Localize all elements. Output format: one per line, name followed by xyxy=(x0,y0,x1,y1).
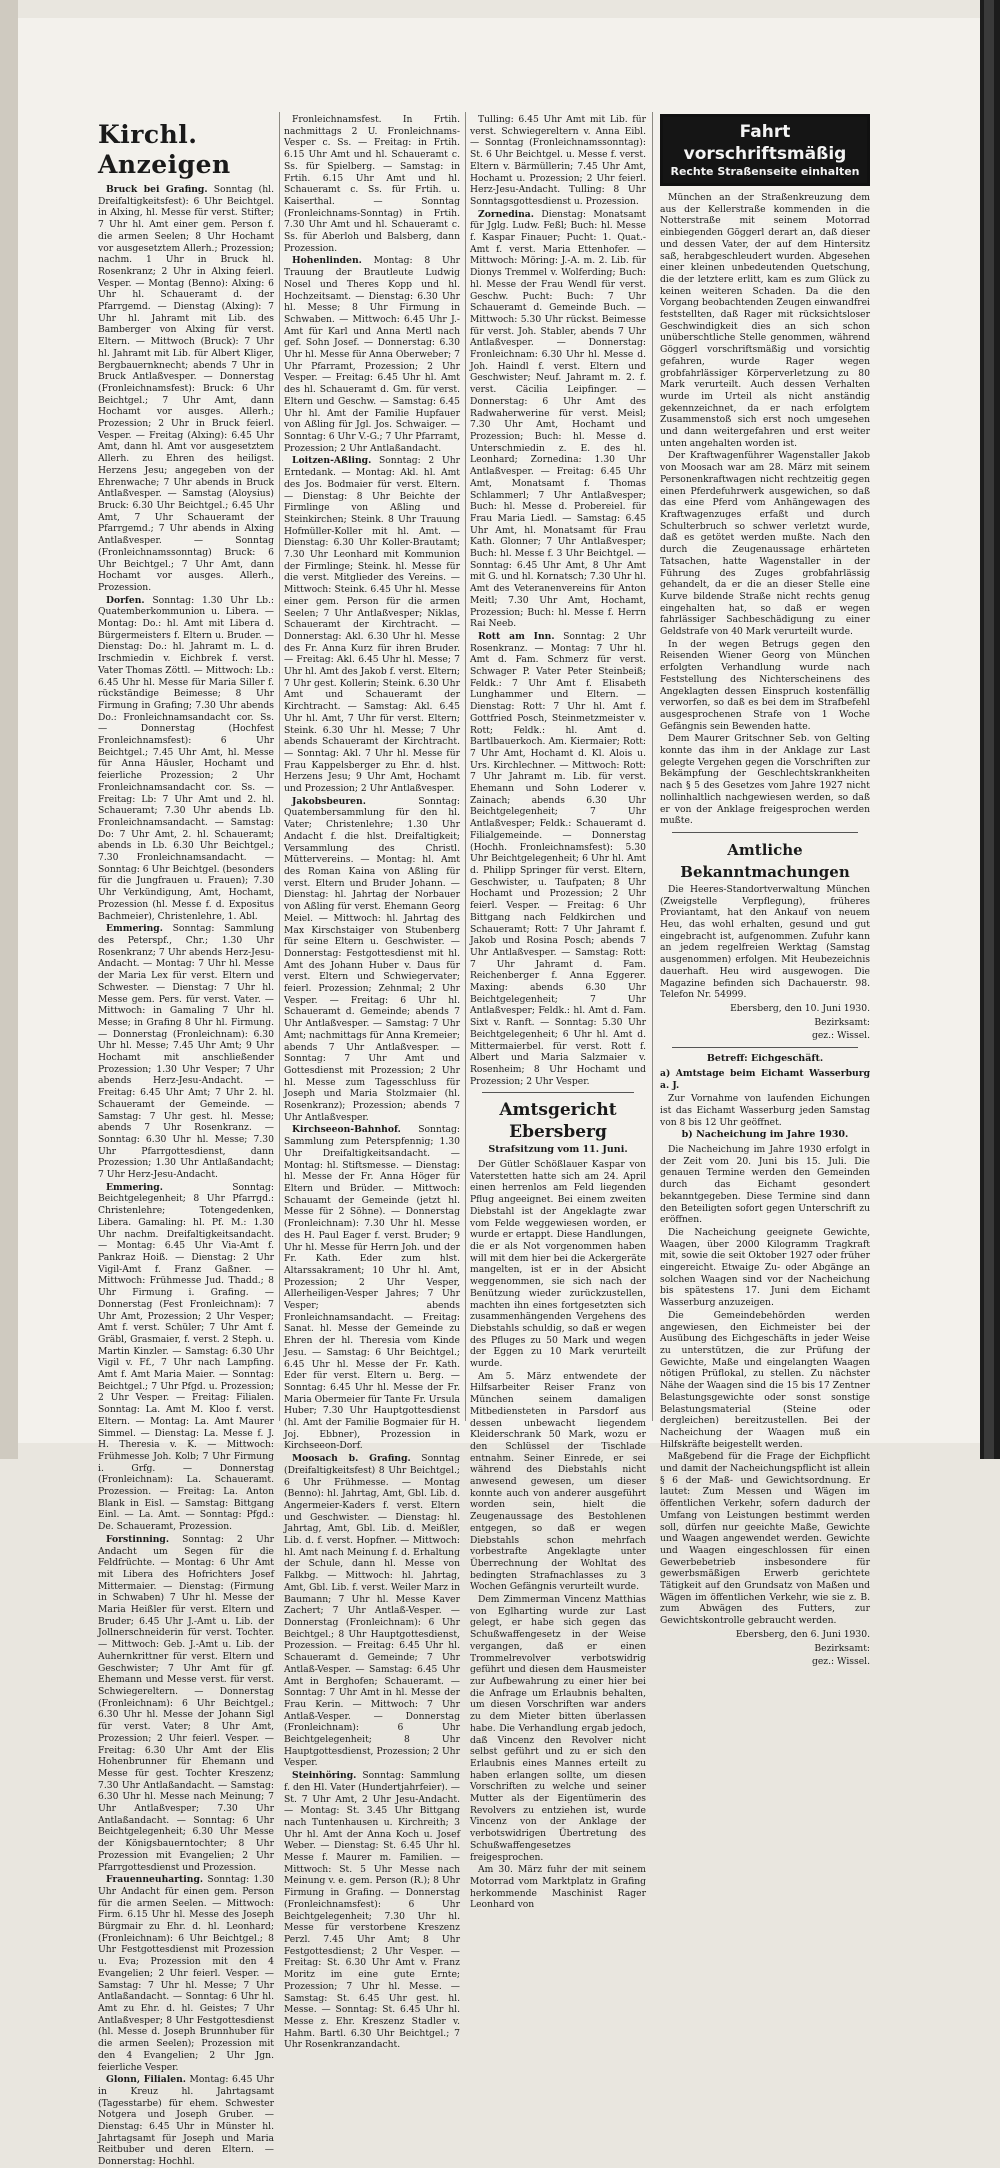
section-heading-church-notices: Kirchl. Anzeigen xyxy=(98,120,231,179)
calibration-date: Ebersberg, den 6. Juni 1930. xyxy=(735,1628,870,1640)
notice-text: Sonntag: Sammlung f. den Hl. Vater (Hundertjahrfeier). — St. 7 Uhr Amt, 2 Uhr Jesu-Andacht. — Montag: St. 3.45 Uhr Bittgang nach Tuntenhausen u. Kirchreith; 3 Uhr hl. Amt der Anna Koch u. Josef Weber. — Dienstag: St. 6.45 Uhr hl. Messe f. Maurer m. Familien. — Mittwoch: St. 5 Uhr Messe nach Meinung v. e. gem. Person (R.); 8 Uhr Firmung in Grafing. — Donnerstag (Fronleichnamsfest): 6 Uhr Beichtgelegenheit; 7.30 Uhr hl. Messe für verstorbene Kreszenz Perzl. 7.45 Uhr Amt; 8 Uhr Festgottesdienst; 2 Uhr Vesper. — Freitag: St. 6.30 Uhr Amt v. Franz Moritz im eine gute Ernte; Prozession; 7 Uhr hl. Messe. — Samstag: St. 6.45 Uhr gest. hl. Messe. — Sonntag: St. 6.45 Uhr hl. Messe z. Ehr. Kreszenz Stadler v. Hahm. Bartl. 6.30 Uhr Beichtgel.; 7 Uhr Rosenkranzandacht. xyxy=(284,1770,460,2051)
parish-name: Emmering. xyxy=(106,923,163,935)
church-notice-list xyxy=(284,114,460,2051)
parish-name: Frauenneuharting. xyxy=(106,1874,204,1886)
church-notice xyxy=(98,184,274,594)
advert-line-2: Rechte Straßenseite einhalten xyxy=(670,165,860,178)
calibration-paragraph: Maßgebend für die Frage der Eichpflicht und damit der Nacheichungspflicht ist allein § 6 der Maß- und Gewichtsordnung. Er lautet: Zum Messen und Wägen im öffentlichen Verkehr, sofern dadurch der Umfang von Leistungen bestimmt werden soll, dürfen nur geeichte Maße, Gewichte und Waagen angewendet werden. Gewichte und Waagen eingeschlossen für einen Gewerbebetrieb insbesondere für gewerbsmäßigen Erwerb gerichtete Tätigkeit auf den Grundsatz von Maßen und Wägen im öffentlichen Verkehr, wie sie z. B. zum Abwägen des Futters, zur Gewichtskontrolle gebraucht werden. xyxy=(660,1451,870,1627)
notice-text: Sonntag: Sammlung zum Peterspfennig; 1.30 Uhr Dreifaltigkeitsandacht. — Montag: hl. Stiftsmesse. — Dienstag: hl. Messe der Fr. Anna Höger für Eltern und Brüder. — Mittwoch: Schauamt der Gemeinde (jetzt hl. Messe für 2 Söhne). — Donnerstag (Fronleichnam): 7.30 Uhr hl. Messe des H. Paul Eager f. verst. Bruder; 9 Uhr hl. Messe für Herrn Joh. und der Fr. Kath. Eder zum hlst. Altarssakrament; 10 Uhr hl. Amt, Prozession; 2 Uhr Vesper, Allerheiligen-Vesper Jahres; 7 Uhr Vesper; abends Fronleichnamsandacht. — Freitag: Sanat. hl. Messe der Gemeinde zu Ehren der hl. Theresia vom Kinde Jesu. — Samstag: 6 Uhr Beichtgel.; 6.45 Uhr hl. Messe der Fr. Kath. Eder für verst. Eltern u. Berg. — Sonntag: 6.45 Uhr hl. Messe der Fr. Maria Obermeier für Tante Fr. Ursula Huber; 7.30 Uhr Hauptgottesdienst (hl. Amt der Familie Bogmaier für H. Joj. Ebbner), Prozession in Kirchseeon-Dorf. xyxy=(284,1124,460,1452)
notice-date: Ebersberg, den 10. Juni 1930. xyxy=(730,1003,870,1014)
calibration-paragraph: Die Nacheichung geeignete Gewichte, Waagen, über 2000 Kilogramm Tragkraft mit, sowie die seit Oktober 1927 oder früher eingereicht. Etwaige Zu- oder Abgänge an solchen Waagen sind vor der Nacheichung bis spätestens 17. Juni dem Eichamt Wasserburg anzuzeigen. xyxy=(660,1226,870,1309)
notice-text: Sonntag: 2 Uhr Andacht um Segen für die Feldfrüchte. — Montag: 6 Uhr Amt mit Libera des Hofrichters Josef Mittermaier. — Dienstag: (Firmung in Schwaben) 7 Uhr hl. Messe der Maria Heißler für verst. Eltern und Bruder; 6.45 Uhr J.-Amt u. Lib. der Jollnerschneiderin für verst. Tochter. — Mittwoch: Geb. J.-Amt u. Lib. der Auhernkrittner für verst. Eltern und Geschwister; 7 Uhr Amt für gf. Ehemann und Messe verst. für verst. Schwiegereltern. — Donnerstag (Fronleichnam): 6 Uhr Beichtgel.; 6.30 Uhr hl. Messe der Johann Sigl für verst. Vater; 8 Uhr Amt, Prozession; 2 Uhr feierl. Vesper. — Freitag: 6.30 Uhr Amt der Elis Hohenbrunner für Ehemann und Messe für gest. Tochter Kreszenz; 7.30 Uhr Antlaßandacht. — Samstag: 6.30 Uhr hl. Messe nach Meinung; 7 Uhr Antlaßvesper; 7.30 Uhr Antlaßandacht. — Sonntag: 6 Uhr Beichtgelegenheit; 6.30 Uhr Messe der Königsbauerntochter; 8 Uhr Prozession mit Evangelien; 2 Uhr Pfarrgottesdienst und Prozession. xyxy=(98,1533,275,1873)
court-report-list xyxy=(470,1159,646,1911)
parish-name: Glonn, Filialen. xyxy=(106,2074,186,2086)
calibration-paragraph: Die Gemeindebehörden werden angewiesen, den Eichmeister bei der Ausübung des Eichgeschäfts in jeder Weise zu unterstützen, die zur Prüfung der Gewichte, Maße und eingelangten Waagen nötigen Prüflokal, zu stellen. Zu nächster Nähe der Waagen sind die 15 bis 17 Zentner Belastungsgewichte oder sonst sonstige Belastungsmaterial (Steine oder dergleichen) bereitzustellen. Bei der Nacheichung der Waagen muß ein Hilfskräfte beigestellt werden. xyxy=(660,1309,870,1450)
parish-name: Jakobsbeuren. xyxy=(292,795,366,807)
parish-name: Emmering. xyxy=(106,1181,163,1193)
parish-name: Zornedina. xyxy=(478,208,534,220)
section-divider xyxy=(672,1047,858,1048)
church-notice xyxy=(284,255,460,454)
notice-text: Sonntag: Beichtgelegenheit; 8 Uhr Pfarrgd.: Christenlehre; Totengedenken, Libera. Gamaling: hl. Pf. M.: 1.30 Uhr nachm. Dreifaltigkeitsandacht. — Montag: 6.45 Uhr Via-Amt f. Pankraz Hoiß. — Dienstag: 2 Uhr Vigil-Amt f. Franz Gaßner. — Mittwoch: Frühmesse Jud. Thadd.; 8 Uhr Firmung i. Grafing. — Donnerstag (Fest Fronleichnam): 7 Uhr Amt, Prozession; 2 Uhr Vesper; Amt f. verst. Schüler; 7 Uhr Amt f. Gräbl, Grasmaier, f. verst. 2 Steph. u. Martin Kinzler. — Samstag: 6.30 Uhr Vigil v. Ff., 7 Uhr nach Lampfing. Amt f. Amt Maria Maier. — Sonntag: Beichtgel.; 7 Uhr Pfgd. u. Prozession; 2 Uhr Vesper. — Freitag: Filialen. Sonntag: La. Amt M. Kloo f. verst. Eltern. — Montag: La. Amt Maurer Simmel. — Dienstag: La. Messe f. J. H. Theresia v. K. — Mittwoch: Frühmesse Joh. Kolb; 7 Uhr Firmung i. Grfg. — Donnerstag (Fronleichnam): La. Schaueramt. Prozession. — Freitag: La. Anton Blank in Eisl. — Samstag: Bittgang Einl. — La. Amt. — Sonntag: Pfgd.: De. Schaueramt, Prozession. xyxy=(98,1181,274,1533)
court-report: Dem Zimmerman Vincenz Matthias von Eglharting wurde zur Last gelegt, er habe sich gegen das Schußwaffengesetz in der Weise vergangen, daß er einen Trommelrevolver verbotswidrig geführt und diesen dem Hausmeister zur Aufbewahrung zu einer hier bei die Anfrage um Erlaubnis behalten, um diesen Vorschriften war anders zu dem Mieter bitten überlassen habe. Die Verhandlung ergab jedoch, daß Vincenz den Revolver nicht selbst geführt und zu er sich den Erlaubnis eines Mannes erteilt zu haben erlangen sollte, um diesen Vorschriften zu welche und seiner Mutter als der Eigentümerin des Revolvers zu entziehen ist, wurde Vincenz von der Anklage der verbotswidrigen Übertretung des Schußwaffengesetzes freigesprochen. xyxy=(470,1594,646,1863)
church-notice xyxy=(98,595,274,923)
notice-text: Sonntag (Dreifaltigkeitsfest) 8 Uhr Beichtgel.; 6 Uhr Frühmesse. — Montag (Benno): hl. Jahrtag, Amt, Gbl. Lib. d. Angermeier-Kaders f. verst. Eltern und Geschwister. — Dienstag: hl. Jahrtag, Amt, Gbl. Lib. d. Meißler, Lib. d. f. verst. Hopfner. — Mittwoch: hl. Amt nach Meinung f. d. Erhaltung der Schule, dann hl. Messe von Falkbg. — Mittwoch: hl. Jahrtag, Amt, Gbl. Lib. f. verst. Weiler Marz in Baumann; 7 Uhr hl. Messe Kaver Zachert; 7 Uhr Antlaß-Vesper. — Donnerstag (Fronleichnam): 6 Uhr Beichtgel.; 8 Uhr Hauptgottesdienst, Prozession. — Freitag: 6.45 Uhr hl. Schaueramt d. Gemeinde; 7 Uhr Antlaß-Vesper. — Samstag: 6.45 Uhr Amt in Berghofen; Schaueramt. — Sonntag: 7 Uhr Amt in hl. Messe der Frau Kerin. — Mittwoch: 7 Uhr Antlaß-Vesper. — Donnerstag (Fronleichnam): 6 Uhr Beichtgelegenheit; 8 Uhr Hauptgottesdienst, Prozession; 2 Uhr Vesper. xyxy=(284,1453,461,1769)
church-notice xyxy=(284,455,460,794)
court-subheading: Strafsitzung vom 11. Juni. xyxy=(488,1144,628,1156)
notice-text: Tulling: 6.45 Uhr Amt mit Lib. für verst. Schwiegereltern v. Anna Eibl. — Sonntag (Fronleichnamssonntag): St. 6 Uhr Beichtgel. u. Messe f. verst. Eltern v. Bärmüllerin; 7.45 Uhr Amt, Hochamt u. Prozession; 2 Uhr feierl. Herz-Jesu-Andacht. Tulling: 8 Uhr Sonntagsgottesdienst u. Prozession. xyxy=(470,114,646,207)
advert-line-1: Fahrt vorschriftsmäßig xyxy=(683,122,847,164)
parish-name: Rott am Inn. xyxy=(478,630,555,642)
column-court-and-notices xyxy=(660,114,870,1668)
court-report: In der wegen Betrugs gegen den Reisenden Wiener Georg von München erfolgten Verhandlung wurde nach Feststellung des Nichterscheinens des Angeklagten dessen Einspruch kostenfällig verworfen, so daß es bei dem im Strafbefehl ausgesprochenen Strafe von 1 Woche Gefängnis sein Bewenden hatte. xyxy=(660,638,870,732)
court-report-list xyxy=(660,192,870,827)
church-notice xyxy=(470,114,646,208)
church-notice xyxy=(98,1182,274,1533)
section-divider xyxy=(672,832,858,833)
notice-text: Sonntag (hl. Dreifaltigkeitsfest): 6 Uhr Beichtgel. in Alxing, hl. Messe für verst. Stifter; 7 Uhr hl. Amt einer gem. Person f. die armen Seelen; 8 Uhr Hochamt vor ausgesetztem Allerh.; Prozession; nachm. 1 Uhr in Bruck hl. Rosenkranz; 2 Uhr in Alxing feierl. Vesper. — Montag (Benno): Alxing: 6 Uhr hl. Schaueramt d. der Pfarrgemd. — Dienstag (Alxing): 7 Uhr hl. Jahramt mit Lib. des Bamberger von Alxing für verst. Eltern. — Mittwoch (Bruck): 7 Uhr hl. Jahramt mit Lib. für Albert Kliger, Bergbauernknecht; abends 7 Uhr in Bruck Antlaßvesper. — Donnerstag (Fronleichnamsfest): Bruck: 6 Uhr Beichtgel.; 7 Uhr Amt, dann Hochamt vor ausges. Allerh.; Prozession; 2 Uhr in Bruck feierl. Vesper. — Freitag (Alxing): 6.45 Uhr Amt, dann hl. Amt vor ausgesetztem Allerh. zu Ehren des heiligst. Herzens Jesu; angegeben von der Ehrenwache; 7 Uhr abends in Bruck Antlaßvesper. — Samstag (Aloysius) Bruck: 6.30 Uhr Beichtgel.; 6.45 Uhr Amt, 7 Uhr Schaueramt der Pfarrgemd.; 7 Uhr abends in Alxing Antlaßvesper. — Sonntag (Fronleichnamssonntag) Bruck: 6 Uhr Beichtgel.; 7 Uhr Amt, dann Hochamt vor ausges. Allerh., Prozession. xyxy=(98,184,275,593)
column-church-and-court xyxy=(470,114,647,1911)
calibration-subheading: a) Amtstage beim Eichamt Wasserburg a. J. xyxy=(660,1067,870,1091)
column-rule xyxy=(465,112,466,1421)
page-edge-left xyxy=(0,0,18,1459)
parish-name: Kirchseeon-Bahnhof. xyxy=(292,1124,401,1136)
notice-text: Fronleichnamsfest. In Frtih. nachmittags 2 U. Fronleichnams-Vesper c. Ss. — Freitag: in Frtih. 6.15 Uhr Amt und hl. Schaueramt c. Ss. für Spielberg. — Samstag: in Frtih. 6.15 Uhr Amt und hl. Schaueramt c. Ss. für Frtih. u. Kaiserthal. — Sonntag (Fronleichnams-Sonntag) in Frtih. 7.30 Uhr Amt und hl. Schaueramt c. Ss. für Aberloh und Balsberg, dann Prozession. xyxy=(284,114,460,254)
parish-name: Loitzen-Aßling. xyxy=(292,455,372,467)
parish-name: Steinhöring. xyxy=(292,1770,357,1782)
notice-paragraph: Die Heeres-Standortverwaltung München (Zweigstelle Verpflegung), früheres Proviantamt, hat den Ankauf von neuem Heu, das wohl erhalten, gesund und gut eingebracht ist, aufgenommen. Zufuhr kann an jedem regelfreien Werktag (Samstag ausgenommen) erfolgen. Mit Heubezeichnis dauerhaft. Heu wird ausgewogen. Die Magazine befinden sich Dachauerstr. 98. Telefon Nr. 54999. xyxy=(660,883,870,1001)
church-notice xyxy=(98,1874,274,2073)
parish-name: Forstinning. xyxy=(106,1533,170,1545)
church-notice xyxy=(98,923,274,1180)
church-notice xyxy=(284,114,460,254)
calibration-paragraph: Die Nacheichung im Jahre 1930 erfolgt in der Zeit vom 20. Juni bis 15. Juli. Die genauen Termine werden den Gemeinden durch das Eichamt gesondert bekanntgegeben. Diese Termine sind dann den Beteiligten sofort gegen Unterschrift zu eröffnen. xyxy=(660,1144,870,1226)
calibration-signature: gez.: Wissel. xyxy=(811,1656,870,1668)
notice-text: Sonntag: 2 Uhr Rosenkranz. — Montag: 7 Uhr hl. Amt d. Fam. Schmerz für verst. Schwager P. Vater Peter Steinbeiß; Feldk.: 7 Uhr Amt f. Elisabeth Lunghammer und Eltern. — Dienstag: Rott: 7 Uhr hl. Amt f. Gottfried Posch, Steinmetzmeister v. Rott; Feldk.: hl. Amt d. Bartlbauerkoch. Am. Kiermaier; Rott: 7 Uhr Amt, Hochamt d. Kl. Alois u. Urs. Kirchlechner. — Mittwoch: Rott: 7 Uhr Jahramt m. Lib. für verst. Ehemann und Sohn Loderer v. Zainach; abends 6.30 Uhr Beichtgelegenheit; 7 Uhr Antlaßvesper; Feldk.: Schaueramt d. Filialgemeinde. — Donnerstag (Hochh. Fronleichnamsfest): 5.30 Uhr Beichtgelegenheit; 6 Uhr hl. Amt d. Philipp Springer für verst. Eltern, Geschwister, u. Taufpaten; 8 Uhr Hochamt und Prozession; 2 Uhr feierl. Vesper. — Freitag: 6 Uhr Bittgang nach Feldkirchen und Schaueramt; Rott: 7 Uhr Jahramt f. Jakob und Rosina Posch; abends 7 Uhr Antlaßvesper. — Samstag: Rott: 7 Uhr Jahramt d. Fam. Reichenberger f. Anna Eggerer. Maxing: abends 6.30 Uhr Beichtgelegenheit; 7 Uhr Antlaßvesper; Feldk.: hl. Amt d. Fam. Sixt v. Ranft. — Sonntag: 5.30 Uhr Beichtgelegenheit; 6 Uhr hl. Amt d. Mittermaierbel. für verst. Rott f. Albert und Maria Salzmaier v. Rosenheim; 8 Uhr Hochamt und Prozession; 2 Uhr Vesper. xyxy=(470,630,647,1087)
column-church-notices-2 xyxy=(284,114,461,2051)
notice-text: Montag: 8 Uhr Trauung der Brautleute Ludwig Nosel und Theres Kopp und hl. Hochzeitsamt. — Dienstag: 6.30 Uhr hl. Messe; 8 Uhr Firmung in Schwaben. — Mittwoch: 6.45 Uhr J.-Amt für Karl und Anna Mertl nach gef. Sohn Josef. — Donnerstag: 6.30 Uhr hl. Messe für Anna Oberweber; 7 Uhr Pfarramt, Prozession; 2 Uhr Vesper. — Freitag: 6.45 Uhr hl. Amt des hl. Schaueramt d. Gm. für verst. Eltern und Geschw. — Samstag: 6.45 Uhr hl. Amt der Familie Hupfauer von Aßling für Jgl. Jos. Schwaiger. — Sonntag: 6 Uhr V.-G.; 7 Uhr Pfarramt, Prozession; 2 Uhr Antlaßandacht. xyxy=(284,255,461,454)
notice-text: Montag: 6.45 Uhr in Kreuz hl. Jahrtagsamt (Tagesstarbe) für ehem. Schwester Notgera und Joseph Gruber. — Dienstag: 6.45 Uhr in Münster hl. Jahrtagsamt für Joseph und Maria Reitbuber und deren Eltern. — Donnerstag: Hochhl. xyxy=(98,2074,274,2168)
church-notice xyxy=(98,1534,274,1873)
court-report: Am 30. März fuhr der mit seinem Motorrad vom Marktplatz in Grafing herkommende Maschinist Rager Leonhard von xyxy=(470,1864,646,1911)
church-notice xyxy=(470,209,646,630)
column-rule xyxy=(652,112,653,1421)
court-report: Dem Maurer Gritschner Seb. von Gelting konnte das ihm in der Anklage zur Last gelegte Vergehen gegen die Vorschriften zur Bekämpfung der Geschlechtskrankheiten nach § 5 des Gesetzes vom Jahre 1927 nicht nollinhaltlich nachgewiesen werden, so daß er von der Anklage freigesprochen werden mußte. xyxy=(660,733,870,827)
court-report: Der Kraftwagenführer Wagenstaller Jakob von Moosach war am 28. März mit seinem Personenkraftwagen nicht rechtzeitig gegen einen Pferdefuhrwerk ausgewichen, so daß das eine Pferd vom Anhängewagen des Kraftwagenzuges erfaßt und durch Schulterbruch so schwer verletzt wurde, daß es getötet werden mußte. Nach den durch die Zeugenaussage erhärteten Tatsachen, hatte Wagenstaller in der Führung des Zuges grobfahrlässig gehandelt, da er die an dieser Stelle eine Kurve bildende Straße nicht rechts genug eingehalten hat, so daß er wegen fahrlässiger Sachbeschädigung zu einer Geldstrafe von 40 Mark verurteilt wurde. xyxy=(660,450,870,638)
notice-text: Sonntag: 1.30 Uhr Andacht für einen gem. Person für die armen Seelen. — Mittwoch: Firm. 6.15 Uhr hl. Messe des Joseph Bürgmair zu Ehr. d. hl. Leonhard; (Fronleichnam): 6 Uhr Beichtgel.; 8 Uhr Festgottesdienst mit Prozession u. Eva; Prozession mit den 4 Evangelien; 2 Uhr feierl. Vesper. — Samstag: 7 Uhr hl. Messe; 7 Uhr Antlaßandacht. — Sonntag: 6 Uhr hl. Amt zu Ehr. d. hl. Geistes; 7 Uhr Antlaßvesper; 8 Uhr Festgottesdienst (hl. Messe d. Joseph Brunnhuber für die armen Seelen); Prozession mit den 4 Evangelien; 2 Uhr Jgn. feierliche Vesper. xyxy=(98,1874,274,2073)
church-notice xyxy=(284,1453,460,1769)
notice-signature: gez.: Wissel. xyxy=(811,1030,870,1042)
court-heading: Amtsgericht Ebersberg xyxy=(499,1100,617,1143)
parish-name: Moosach b. Grafing. xyxy=(292,1453,411,1465)
traffic-advert xyxy=(660,114,870,186)
parish-name: Hohenlinden. xyxy=(292,255,362,267)
calibration-subheading: b) Nacheichung im Jahre 1930. xyxy=(681,1129,849,1141)
section-divider xyxy=(482,1092,634,1093)
column-church-notices-1 xyxy=(98,120,275,2168)
calibration-heading: Betreff: Eichgeschäft. xyxy=(706,1053,824,1065)
court-report: München an der Straßenkreuzung dem aus der Kellerstraße kommenden in die Notterstraße mit seinem Motorrad einbiegenden Göggerl derart an, daß dieser und dessen Vater, der auf dem Hintersitz saß, herabgeschleudert wurden. Abgesehen einer kleinen unbedeutenden Quetschung, die der letztere erlitt, kam es zum Glück zu keinen weiteren Schaden. Da die den Vorgang beobachtenden Zeugen einwandfrei feststellten, daß Rager mit rücksichtsloser Geschwindigkeit dies an sich schon unüberschtliche Stelle genommen, während Göggerl vorschriftsmäßig und vorsichtig gefahren, wurde Rager wegen grobfahrlässiger Körperverletzung zu 80 Mark verurteilt. Auch dessen Verhalten wurde im Urteil als nicht anständig gekennzeichnet, da er nach erfolgtem Zusammenstoß sich erst noch umgesehen und dann weitergefahren und erst weiter unten angehalten worden ist. xyxy=(660,192,870,449)
notice-text: Sonntag: 1.30 Uhr Lb.: Quatemberkommunion u. Libera. — Montag: Do.: hl. Amt mit Libera d. Bürgermeisters f. Eltern u. Bruder. — Dienstag: Do.: hl. Jahramt m. L. d. Irschmiedin v. Eichbrek f. verst. Vater Thomas Zöttl. — Mittwoch: Lb.: 6.45 Uhr hl. Messe für Maria Siller f. rückständige Beimesse; 8 Uhr Firmung in Grafing; 7.30 Uhr abends Do.: Fronleichnamsandacht cor. Ss. — Donnerstag (Hochfest Fronleichnamsfest): 6 Uhr Beichtgel.; 7.45 Uhr Amt, hl. Messe für Anna Häusler, Hochamt und feierliche Prozession; 2 Uhr Fronleichnamsandacht cor. Ss. — Freitag: Lb: 7 Uhr Amt und 2. hl. Schaueramt; 7.30 Uhr abends Lb. Fronleichnamsandacht. — Samstag: Do: 7 Uhr Amt, 2. hl. Schaueramt; abends in Lb. 6.30 Uhr Beichtgel.; 7.30 Fronleichnamsandacht. — Sonntag: 6 Uhr Beichtgel. (besonders für die Jungfrauen u. Frauen); 7.30 Uhr Verkündigung, Amt, Hochamt, Prozession (hl. Messe f. d. Expositus Bachmeier), Christenlehre, 1. Abl. xyxy=(98,594,274,922)
official-notices-heading: Amtliche Bekanntmachungen xyxy=(680,840,850,881)
church-notice xyxy=(284,1124,460,1452)
notice-office: Bezirksamt: xyxy=(814,1016,870,1028)
court-report: Der Gütler Schößlauer Kaspar von Vaterstetten hatte sich am 24. April einen herrenlos am Feld liegenden Pflug angeeignet. Bei einem zweiten Diebstahl ist der Angeklagte zwar vom Felde weggewiesen worden, er wurde er ertappt. Diese Handlungen, die er als Not vorgenommen haben will mit dem hier bei die Ackergeräte mangelten, ist er in der Absicht weggenommen, sie sich nach der Benützung wieder zurückzustellen, machten ihn eines fortgesetzten sich zusammenhängenden Vergehens des Diebstahls schuldig, so daß er wegen des Pfluges zu 50 Mark und wegen der Eggen zu 10 Mark verurteilt wurde. xyxy=(470,1159,646,1370)
calibration-office: Bezirksamt: xyxy=(814,1642,870,1654)
page-edge-right xyxy=(980,0,1000,1459)
notice-text: Sonntag: Quatembersammlung für den hl. Vater; Christenlehre; 1.30 Uhr Andacht f. die hlst. Dreifaltigkeit; Versammlung des Christl. Müttervereins. — Montag: hl. Amt des Roman Kaina von Aßling für verst. Eltern und Bruder Johann. — Dienstag: hl. Jahrtag der Norbauer von Aßling für verst. Ehemann Georg Meiel. — Mittwoch: hl. Jahrtag des Max Kirschstaiger von Stubenberg für seine Eltern u. Geschwister. — Donnerstag: Festgottesdienst mit hl. Amt des Johann Huber v. Daus für verst. Eltern und Schwiegervater; feierl. Prozession; Zehnmal; 2 Uhr Vesper. — Freitag: 6 Uhr hl. Schaueramt d. Gemeinde; abends 7 Uhr Antlaßvesper. — Samstag: 7 Uhr Amt; nachmittags für Anna Kremeier; abends 7 Uhr Antlaßvesper. — Sonntag: 7 Uhr Amt und Gottesdienst mit Prozession; 2 Uhr hl. Messe zum Tagesschluss für Joseph und Maria Stolzmaier (hl. Rosenkranz); Prozession; abends 7 Uhr Antlaßvesper. xyxy=(284,795,460,1123)
court-report: Am 5. März entwendete der Hilfsarbeiter Reiser Franz von München seinem damaligen Mitbediensteten in Parsdorf aus dessen unbewacht liegendem Kleiderschrank 50 Mark, wozu er den Schlüssel der Tischlade entnahm. Seiner Einrede, er sei während des Diebstahls nicht anwesend gewesen, um dieser konnte auch von anderer ausgeführt worden sein, hielt die Zeugenaussage des Bestohlenen entgegen, so daß er wegen Diebstahls schon mehrfach vorbestrafte Angeklagte unter Überrechnung der Wohltat des bedingten Strafnachlasses zu 3 Wochen Gefängnis verurteilt wurde. xyxy=(470,1370,646,1593)
parish-name: Bruck bei Grafing. xyxy=(106,184,208,195)
calibration-paragraph: Zur Vornahme von laufenden Eichungen ist das Eichamt Wasserburg jeden Samstag von 8 bis 12 Uhr geöffnet. xyxy=(660,1093,870,1128)
notice-text: Sonntag: Sammlung des Peterspf., Chr.; 1.30 Uhr Rosenkranz; 7 Uhr abends Herz-Jesu-Andacht. — Montag: 7 Uhr hl. Messe der Maria Lex für verst. Eltern und Schwester. — Dienstag: 7 Uhr hl. Messe gem. Pers. für verst. Vater. — Mittwoch: in Gamaling 7 Uhr hl. Messe; in Grafing 8 Uhr hl. Firmung. — Donnerstag (Fronleichnam): 6.30 Uhr hl. Messe; 7.45 Uhr Amt; 9 Uhr Hochamt mit anschließender Prozession; 1.30 Uhr Vesper; 7 Uhr abends Herz-Jesu-Andacht. — Freitag: 6.45 Uhr Amt; 7 Uhr 2. hl. Schaueramt der Gemeinde. — Samstag: 7 Uhr gest. hl. Messe; abends 7 Uhr Rosenkranz. — Sonntag: 6.30 Uhr hl. Messe; 7.30 Uhr Pfarrgottesdienst, dann Prozession; 1.30 Uhr Antlaßandacht; 7 Uhr Herz-Jesu-Andacht. xyxy=(98,923,274,1181)
notice-text: Dienstag: Monatsamt für Jglg. Ludw. Feßl; Buch: hl. Messe f. Kaspar Finauer; Pucht: 1. Quat.-Amt f. verst. Maria Ettenhofer. — Mittwoch: Möring: J.-A. m. 2. Lib. für Dionys Tremmel v. Wolferding; Buch: hl. Messe der Frau Wendl für verst. Geschw. Pucht: Buch: 7 Uhr Schaueramt d. Gemeinde Buch. — Mittwoch: 5.30 Uhr rückst. Beimesse für verst. Joh. Stabler, abends 7 Uhr Antlaßvesper. — Donnerstag: Fronleichnam: 6.30 Uhr hl. Messe d. Joh. Haindl f. verst. Eltern und Geschwister; Neuf. Jahramt m. 2. f. verst. Cäcilia Leipfinger. — Donnerstag: 6 Uhr Amt des Radwaherwerine für verst. Meisl; 7.30 Uhr Amt, Hochamt und Prozession; Buch: hl. Messe d. Unterschmiedin z. E. des hl. Leonhard; Zornedina: 1.30 Uhr Antlaßvesper. — Freitag: 6.45 Uhr Amt, Monatsamt f. Thomas Schlammerl; 7 Uhr Antlaßvesper; Buch: hl. Messe d. Probereiel. für Frau Maria Liedl. — Samstag: 6.45 Uhr Amt, hl. Monatsamt für Frau Kath. Glonner; 7 Uhr Antlaßvesper; Buch: hl. Messe f. 3 Uhr Beichtgel. — Sonntag: 6.45 Uhr Amt, 8 Uhr Amt mit G. und hl. Kornatsch; 7.30 Uhr hl. Amt des Veteranenvereins für Anton Meitl; 7.30 Uhr Amt, Hochamt, Prozession; Buch: hl. Messe f. Herrn Rai Neeb. xyxy=(470,208,646,630)
church-notice xyxy=(284,796,460,1124)
church-notice xyxy=(98,2074,274,2168)
notice-text: Sonntag: 2 Uhr Erntedank. — Montag: Akl. hl. Amt des Jos. Bodmaier für verst. Eltern. — Dienstag: 8 Uhr Beichte der Firmlinge von Aßling und Steinkirchen; Steink. 8 Uhr Trauung Hofmüller-Koller mit hl. Amt. — Dienstag: 6.30 Uhr Koller-Brautamt; 7.30 Uhr Leonhard mit Kommunion der Firmlinge; Steink. hl. Messe für die verst. Mitglieder des Vereins. — Mittwoch: Steink. 6.45 Uhr hl. Messe einer gem. Person für die armen Seelen; 7 Uhr Antlaßvesper; Niklas, Schaueramt der Kirchtracht. — Donnerstag: Akl. 6.30 Uhr hl. Messe des Fr. Anna Kurz für ihren Bruder. — Freitag: Akl. 6.45 Uhr hl. Messe; 7 Uhr hl. Amt des Jakob f. verst. Eltern; 7 Uhr gest. Kollerin; Steink. 6.30 Uhr Amt und Schaueramt der Kirchtracht. — Samstag: Akl. 6.45 Uhr hl. Amt, 7 Uhr für verst. Eltern; Steink. 6.30 Uhr hl. Messe; 7 Uhr abends Schaueramt der Kirchtracht. — Sonntag: Akl. 7 Uhr hl. Messe für Frau Kappelsberger zu Ehr. d. hlst. Herzens Jesu; 9 Uhr Amt, Hochamt und Prozession; 2 Uhr Antlaßvesper. xyxy=(284,455,461,795)
church-notice xyxy=(470,631,646,1087)
church-notice xyxy=(284,1770,460,2051)
parish-name: Dorfen. xyxy=(106,594,145,606)
church-notice-list xyxy=(470,114,646,1087)
column-rule xyxy=(279,112,280,1421)
church-notice-list xyxy=(98,184,274,2168)
